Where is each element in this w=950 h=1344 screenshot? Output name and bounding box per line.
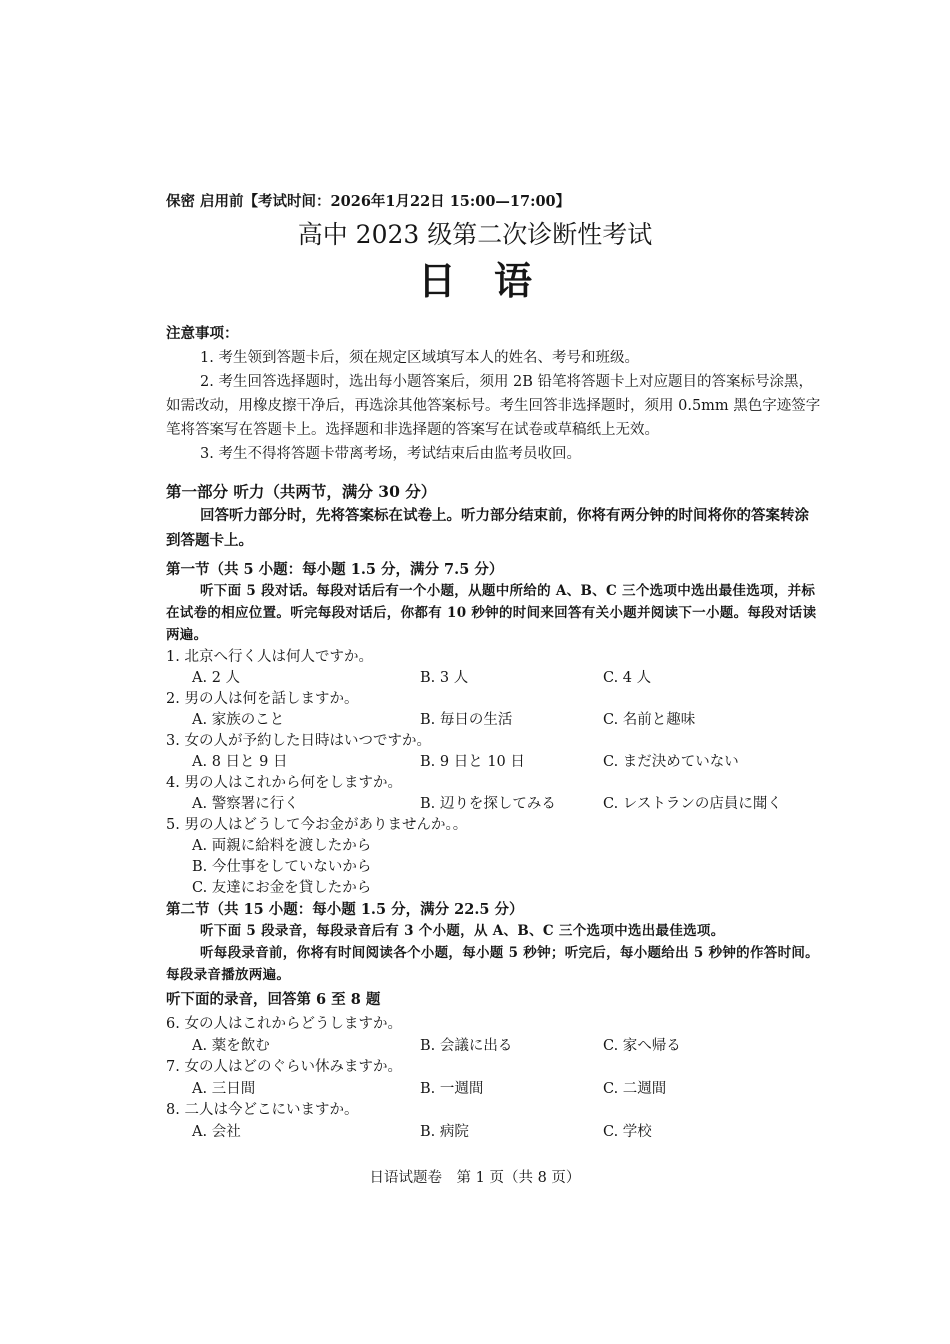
question-1-option-b: B. 3 人 <box>420 670 469 686</box>
question-3-option-a: A. 8 日と 9 日 <box>192 754 288 770</box>
notice-item-3: 3. 考生不得将答题卡带离考场，考试结束后由监考员收回。 <box>200 446 581 462</box>
exam-title: 高中 2023 级第二次诊断性考试 <box>297 220 653 249</box>
section1-heading: 第一节（共 5 小题：每小题 1.5 分，满分 7.5 分） <box>166 561 504 578</box>
confidential-line: 保密 启用前【考试时间：2026年1月22日 15:00—17:00】 <box>166 193 571 210</box>
notice-item-2: 2. 考生回答选择题时，选出每小题答案后，须用 2B 铅笔将答题卡上对应题目的答案标号涂黑，如需改动，用橡皮擦干净后，再选涂其他答案标号。考生回答非选择题时，须用 0.5mm 黑色字迹签字笔将答案写在答题卡上。选择题和非选择题的答案写在试卷或草稿纸上无效。 <box>166 374 821 438</box>
notice-item-1: 1. 考生领到答题卡后，须在规定区域填写本人的姓名、考号和班级。 <box>200 350 639 366</box>
question-5-stem: 5. 男の人はどうして今お金がありませんか。。 <box>166 817 468 833</box>
group-heading: 听下面的录音，回答第 6 至 8 题 <box>166 991 381 1008</box>
question-7-option-c: C. 二週間 <box>603 1081 667 1097</box>
question-6-option-b: B. 会議に出る <box>420 1038 513 1054</box>
page-footer: 日语试题卷 第 1 页（共 8 页） <box>369 1170 581 1186</box>
question-5-option-a: A. 両親に給料を渡したから <box>192 838 372 854</box>
question-1-stem: 1. 北京へ行く人は何人ですか。 <box>166 649 373 665</box>
part1-intro <box>166 503 820 553</box>
question-7-option-a: A. 三日間 <box>192 1081 256 1097</box>
question-3-option-c: C. まだ決めていない <box>603 754 739 770</box>
question-8-option-b: B. 病院 <box>420 1124 469 1140</box>
question-6-stem: 6. 女の人はこれからどうしますか。 <box>166 1016 402 1032</box>
question-5-option-c: C. 友達にお金を貸したから <box>192 880 372 896</box>
section2-instructions-1: 听下面 5 段录音，每段录音后有 3 个小题，从 A、B、C 三个选项中选出最佳选项。 <box>200 923 725 939</box>
notice-block <box>166 322 824 466</box>
question-5-option-b: B. 今仕事をしていないから <box>192 859 372 875</box>
subject-title: 日 语 <box>417 259 532 303</box>
question-4-option-c: C. レストランの店員に聞く <box>603 796 782 812</box>
question-8-option-c: C. 学校 <box>603 1124 652 1140</box>
question-2-option-a: A. 家族のこと <box>192 712 285 728</box>
question-4-option-b: B. 辺りを探してみる <box>420 796 556 812</box>
part1-intro-text: 回答听力部分时，先将答案标在试卷上。听力部分结束前，你将有两分钟的时间将你的答案转涂到答题卡上。 <box>166 507 809 549</box>
question-4-stem: 4. 男の人はこれから何をしますか。 <box>166 775 402 791</box>
section1-instructions <box>166 580 820 646</box>
section2-heading: 第二节（共 15 小题：每小题 1.5 分，满分 22.5 分） <box>166 901 524 918</box>
section2-instructions-2: 听每段录音前，你将有时间阅读各个小题，每小题 5 秒钟；听完后，每小题给出 5 秒钟的作答时间。每段录音播放两遍。 <box>166 945 819 983</box>
notice-heading: 注意事项： <box>166 325 239 342</box>
section2-instructions <box>166 920 820 986</box>
question-7-option-b: B. 一週間 <box>420 1081 484 1097</box>
question-2-stem: 2. 男の人は何を話しますか。 <box>166 691 359 707</box>
part1-heading: 第一部分 听力（共两节，满分 30 分） <box>166 482 437 501</box>
question-1-option-a: A. 2 人 <box>192 670 241 686</box>
question-8-stem: 8. 二人は今どこにいますか。 <box>166 1102 359 1118</box>
section1-instructions-text: 听下面 5 段对话。每段对话后有一个小题，从题中所给的 A、B、C 三个选项中选出最佳选项，并标在试卷的相应位置。听完每段对话后，你都有 10 秒钟的时间来回答有关小题并阅读下一小题。每段对话读两遍。 <box>166 583 817 643</box>
question-4-option-a: A. 警察署に行く <box>192 796 299 812</box>
question-2-option-b: B. 毎日の生活 <box>420 712 513 728</box>
question-6-option-c: C. 家へ帰る <box>603 1038 681 1054</box>
question-3-option-b: B. 9 日と 10 日 <box>420 754 525 770</box>
question-2-option-c: C. 名前と趣味 <box>603 712 696 728</box>
question-7-stem: 7. 女の人はどのぐらい休みますか。 <box>166 1059 402 1075</box>
question-6-option-a: A. 薬を飲む <box>192 1038 270 1054</box>
question-1-option-c: C. 4 人 <box>603 670 652 686</box>
question-8-option-a: A. 会社 <box>192 1124 241 1140</box>
question-3-stem: 3. 女の人が予約した日時はいつですか。 <box>166 733 431 749</box>
